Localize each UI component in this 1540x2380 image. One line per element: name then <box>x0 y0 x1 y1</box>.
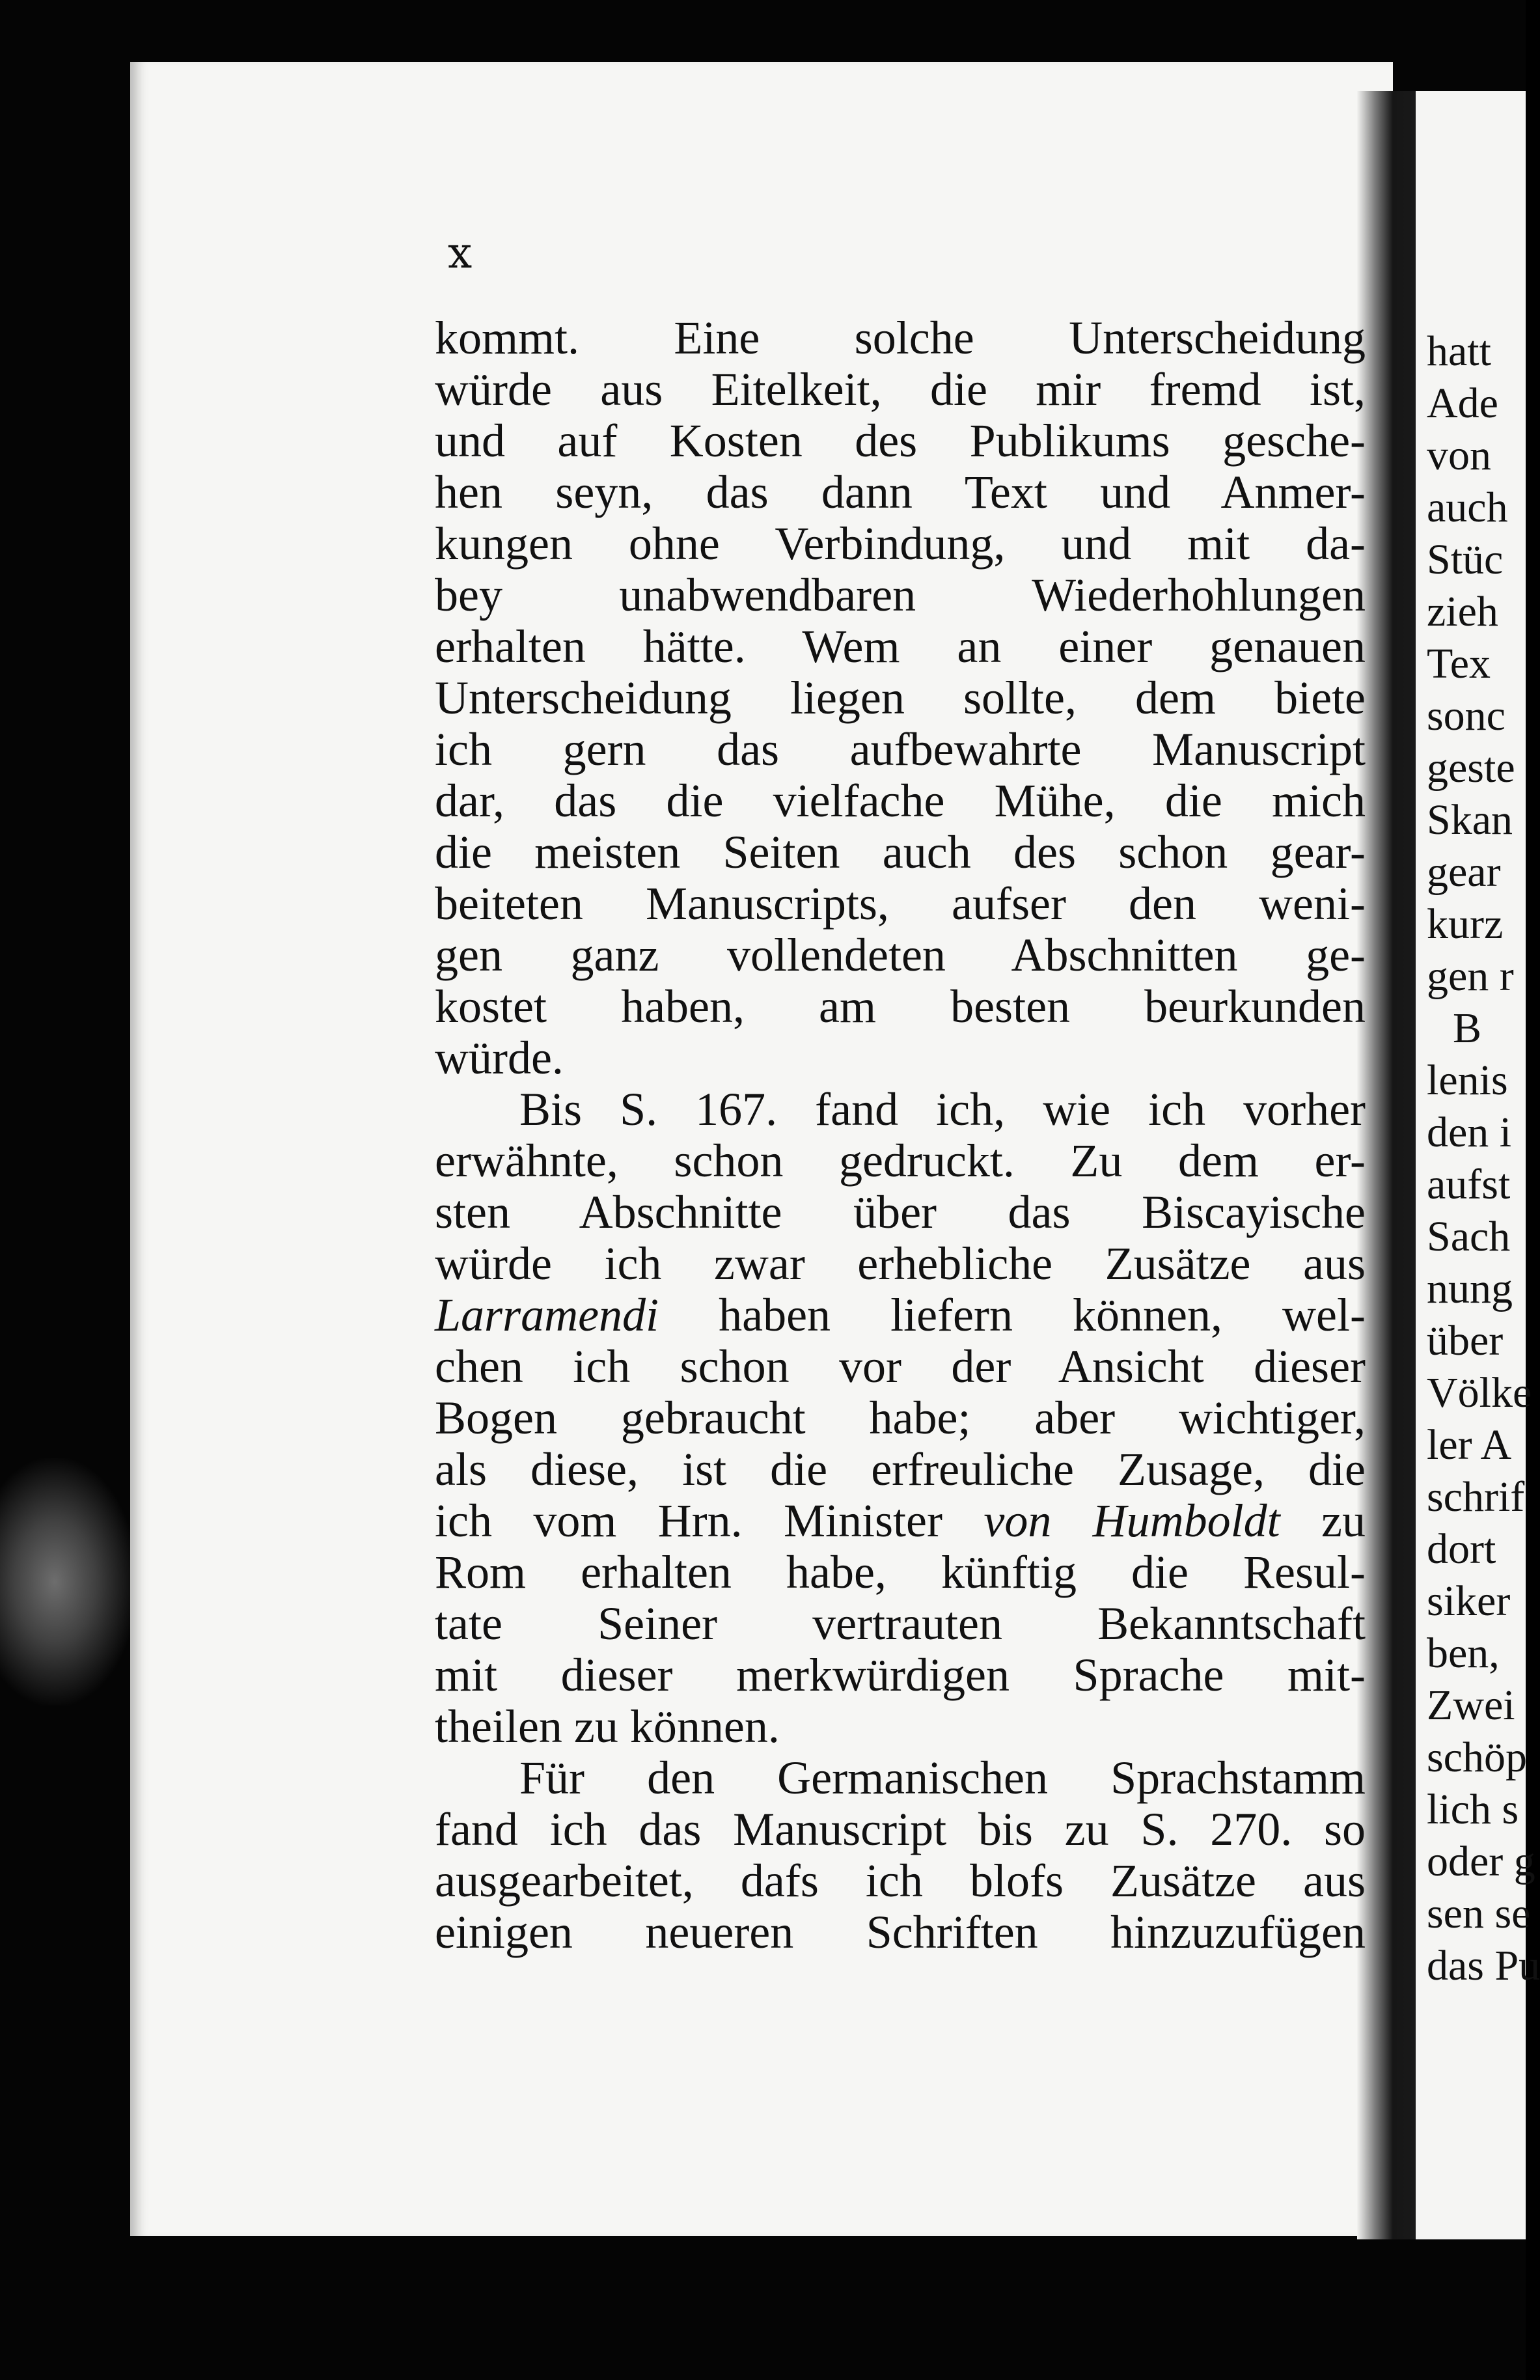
text-line: Rom erhalten habe, künftig die Resul- <box>435 1546 1366 1598</box>
text-line: ich vom Hrn. Minister von Humboldt zu <box>435 1495 1366 1547</box>
right-text-fragment: sen se <box>1427 1890 1531 1937</box>
text-line: chen ich schon vor der Ansicht dieser <box>435 1340 1366 1392</box>
right-page-text <box>1427 325 1540 1992</box>
right-text-fragment: Ade <box>1427 380 1498 427</box>
right-text-fragment: Stüc <box>1427 536 1504 583</box>
text-line: würde ich zwar erhebliche Zusätze aus <box>435 1238 1366 1290</box>
text-line: bey unabwendbaren Wiederhohlungen <box>435 569 1366 621</box>
right-text-fragment: nung <box>1427 1265 1513 1312</box>
text-line: gen ganz vollendeten Abschnitten ge- <box>435 929 1366 981</box>
right-text-fragment: gen r <box>1427 952 1514 1000</box>
text-line: Bis S. 167. fand ich, wie ich vorher <box>519 1083 1366 1135</box>
text-line: kostet haben, am besten beurkunden <box>435 980 1366 1032</box>
right-text-fragment: das Pu <box>1427 1942 1540 1989</box>
right-text-fragment: über <box>1427 1317 1504 1364</box>
text-line: sten Abschnitte über das Biscayische <box>435 1186 1366 1238</box>
text-line: erwähnte, schon gedruckt. Zu dem er- <box>435 1135 1366 1187</box>
right-text-fragment: dort <box>1427 1525 1496 1573</box>
right-text-fragment: ben, <box>1427 1629 1500 1677</box>
right-text-fragment: lenis <box>1427 1057 1508 1104</box>
text-line: Bogen gebraucht habe; aber wichtiger, <box>435 1392 1366 1444</box>
right-text-fragment: auch <box>1427 484 1508 531</box>
text-line: Unterscheidung liegen sollte, dem biete <box>435 672 1366 724</box>
right-text-fragment: gear <box>1427 848 1501 896</box>
right-text-fragment: Zwei <box>1427 1681 1515 1729</box>
right-text-fragment: B <box>1453 1004 1482 1052</box>
right-text-fragment: den i <box>1427 1109 1512 1156</box>
right-text-fragment: Tex <box>1427 640 1491 687</box>
right-text-fragment: schöp <box>1427 1734 1527 1781</box>
right-text-fragment: ler A <box>1427 1421 1512 1469</box>
page-number: x <box>448 228 474 278</box>
text-line: Larramendi haben liefern können, wel- <box>435 1289 1366 1341</box>
right-text-fragment: von <box>1427 432 1491 479</box>
right-text-fragment: aufst <box>1427 1161 1511 1208</box>
right-text-fragment: oder g <box>1427 1838 1535 1885</box>
text-line: dar, das die vielfache Mühe, die mich <box>435 775 1366 827</box>
text-line: würde aus Eitelkeit, die mir fremd ist, <box>435 363 1366 415</box>
text-line: tate Seiner vertrauten Bekanntschaft <box>435 1598 1366 1650</box>
right-text-fragment: siker <box>1427 1577 1511 1625</box>
right-text-fragment: hatt <box>1427 327 1491 375</box>
text-line: Für den Germanischen Sprachstamm <box>519 1752 1366 1804</box>
text-line: mit dieser merkwürdigen Sprache mit- <box>435 1649 1366 1701</box>
text-line: ausgearbeitet, dafs ich blofs Zusätze aus <box>435 1855 1366 1907</box>
right-text-fragment: geste <box>1427 744 1515 792</box>
right-text-fragment: zieh <box>1427 588 1498 635</box>
book-gutter <box>1357 91 1422 2239</box>
right-text-fragment: Völke <box>1427 1369 1532 1417</box>
right-text-fragment: Skan <box>1427 796 1513 844</box>
right-text-fragment: Sach <box>1427 1213 1511 1260</box>
text-line: als diese, ist die erfreuliche Zusage, die <box>435 1443 1366 1495</box>
right-text-fragment: schrif <box>1427 1473 1525 1521</box>
body-text <box>435 312 1366 1958</box>
text-line: würde. <box>435 1032 564 1084</box>
text-line: kungen ohne Verbindung, und mit da- <box>435 518 1366 570</box>
text-line: theilen zu können. <box>435 1700 780 1752</box>
scan-smudge <box>0 1458 137 1706</box>
text-line: erhalten hätte. Wem an einer genauen <box>435 620 1366 672</box>
right-text-fragment: kurz <box>1427 900 1504 948</box>
text-line: kommt. Eine solche Unterscheidung <box>435 312 1366 364</box>
text-line: beiteten Manuscripts, aufser den weni- <box>435 878 1366 930</box>
text-line: und auf Kosten des Publikums gesche- <box>435 415 1366 467</box>
text-line: fand ich das Manuscript bis zu S. 270. so <box>435 1803 1366 1855</box>
right-text-fragment: lich s <box>1427 1786 1519 1833</box>
text-line: einigen neueren Schriften hinzuzufügen <box>435 1906 1366 1958</box>
right-text-fragment: sonc <box>1427 692 1506 740</box>
text-line: die meisten Seiten auch des schon gear- <box>435 826 1366 878</box>
text-line: hen seyn, das dann Text und Anmer- <box>435 466 1366 518</box>
text-line: ich gern das aufbewahrte Manuscript <box>435 723 1366 775</box>
